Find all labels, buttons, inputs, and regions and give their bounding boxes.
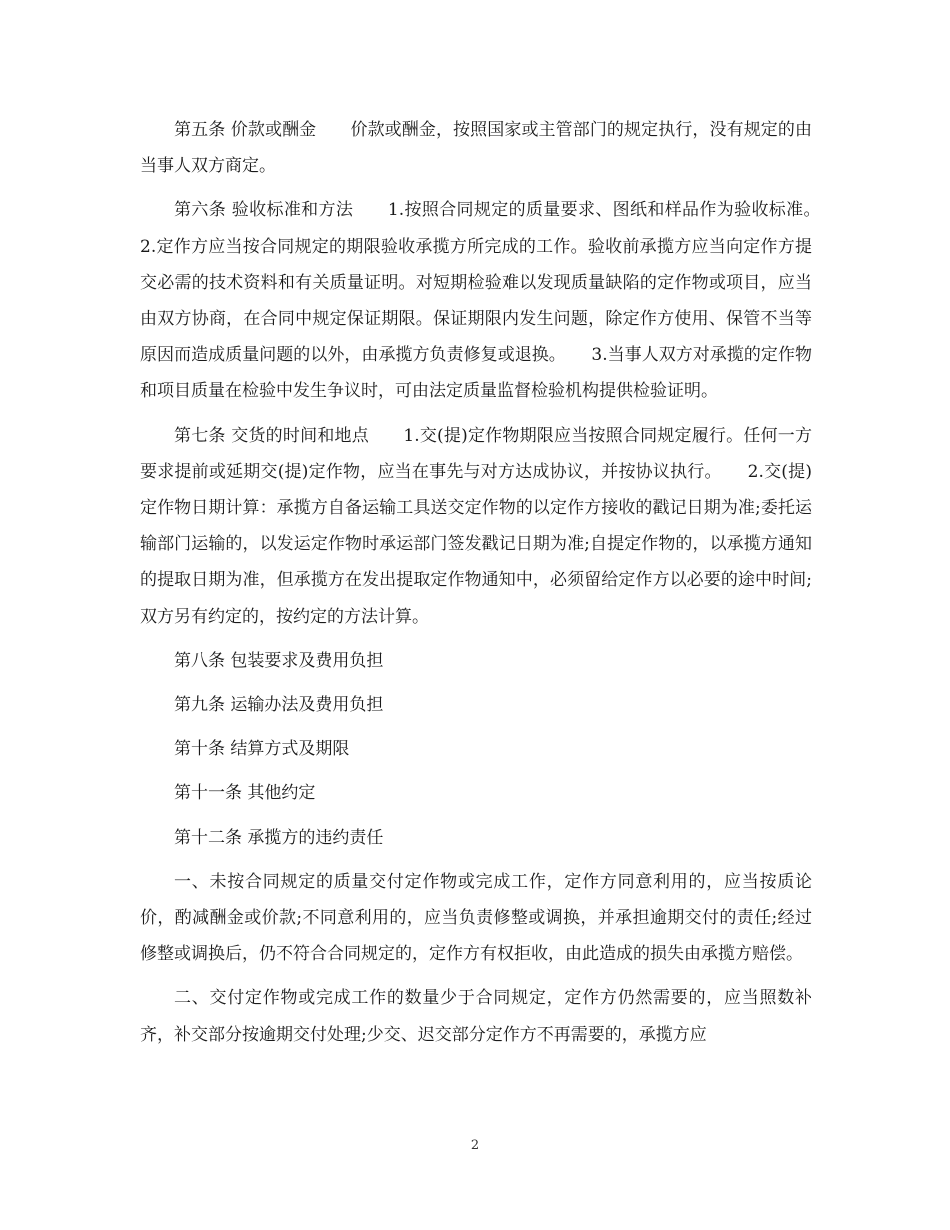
article-12-heading: 第十二条 承揽方的违约责任 — [174, 827, 384, 848]
article-9-heading: 第九条 运输办法及费用负担 — [174, 695, 384, 716]
document-body — [140, 112, 846, 1061]
article-12-clause-1: 一、未按合同规定的质量交付定作物或完成工作，定作方同意利用的，应当按质论价，酌减酬金或价款;不同意利用的，应当负责修整或调换，并承担逾期交付的责任;经过修整或调换后，仍不符合合同规定的，定作方有权拒收，由此造成的损失由承揽方赔偿。 — [140, 871, 812, 965]
article-5-paragraph: 第五条 价款或酬金 价款或酬金，按照国家或主管部门的规定执行，没有规定的由当事人双方商定。 — [140, 120, 812, 177]
article-12-clause-2: 二、交付定作物或完成工作的数量少于合同规定，定作方仍然需要的，应当照数补齐，补交部分按逾期交付处理;少交、迟交部分定作方不再需要的，承揽方应 — [140, 988, 812, 1045]
article-8-heading: 第八条 包装要求及费用负担 — [174, 650, 384, 671]
article-7-paragraph: 第七条 交货的时间和地点 1.交(提)定作物期限应当按照合同规定履行。任何一方要求提前或延期交(提)定作物，应当在事先与对方达成协议，并按协议执行。 2.交(提)定作物日期计算：承揽方自备运输工具送交定作物的以定作方接收的戳记日期为准;委托运输部门运输的，以发运定作物时承运部门签发戳记日期为准;自提定作物的，以承揽方通知的提取日期为准，但承揽方在发出提取定作物通知中，必须留给定作方以必要的途中时间;双方另有约定的，按约定的方法计算。 — [140, 425, 812, 627]
article-10-heading: 第十条 结算方式及期限 — [174, 739, 350, 760]
page-number: 2 — [470, 1138, 480, 1153]
article-6-paragraph: 第六条 验收标准和方法 1.按照合同规定的质量要求、图纸和样品作为验收标准。 2.定作方应当按合同规定的期限验收承揽方所完成的工作。验收前承揽方应当向定作方提交必需的技术资料和有关质量证明。对短期检验难以发现质量缺陷的定作物或项目，应当由双方协商，在合同中规定保证期限。保证期限内发生问题，除定作方使用、保管不当等原因而造成质量问题的以外，由承揽方负责修复或退换。 3.当事人双方对承揽的定作物和项目质量在检验中发生争议时，可由法定质量监督检验机构提供检验证明。 — [140, 200, 846, 402]
article-11-heading: 第十一条 其他约定 — [174, 783, 316, 804]
